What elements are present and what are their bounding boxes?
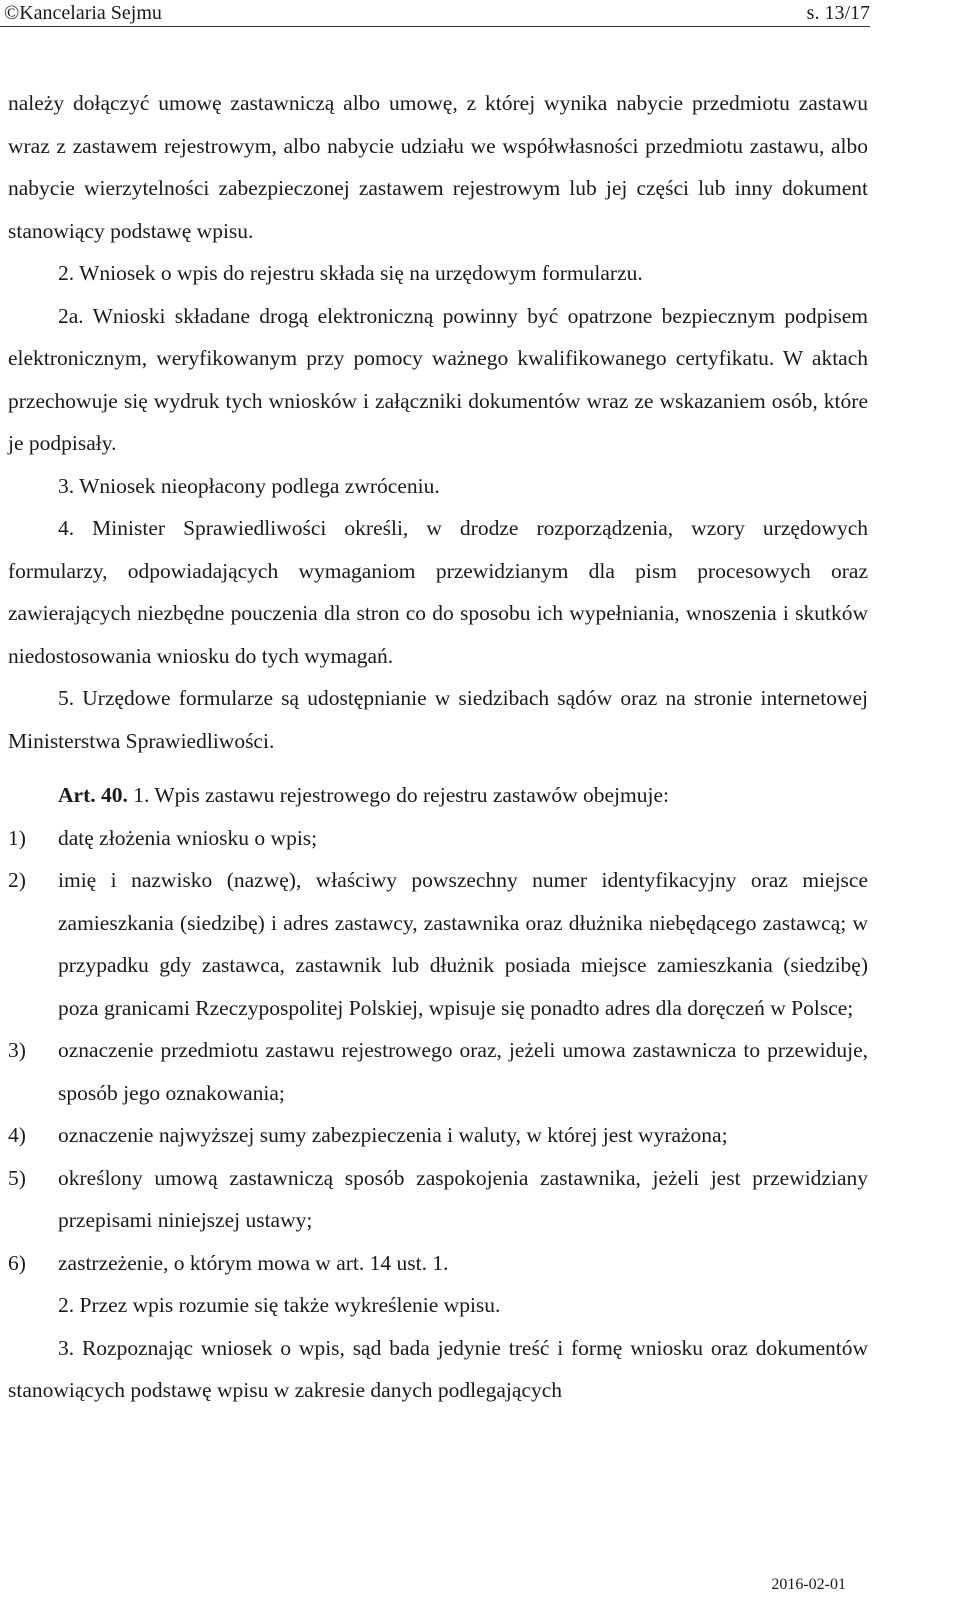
list-item (8, 859, 868, 1029)
document-body (8, 82, 868, 1412)
list-item (8, 817, 868, 860)
list-item-number: 3) (8, 1038, 26, 1062)
page-header (0, 0, 870, 28)
article-40-paragraph-3: 3. Rozpoznając wniosek o wpis, sąd bada jedynie treść i formę wniosku oraz dokumentów stanowiących podstawę wpisu w zakresie danych podlegających (8, 1335, 868, 1402)
list-item (8, 1242, 868, 1285)
article-40-intro (8, 774, 868, 817)
list-item (8, 1029, 868, 1114)
list-item-number: 6) (8, 1250, 26, 1275)
paragraph-continuation: należy dołączyć umowę zastawniczą albo umowę, z której wynika nabycie przedmiotu zastawu wraz z zastawem rejestrowym, albo nabycie udziału we współwłasności przedmiotu zastawu, albo nabycie wierzytelności zabezpieczonej zastawem rejestrowym lub jej części lub inny dokument stanowiący podstawę wpisu. (8, 91, 868, 243)
paragraph-5: 5. Urzędowe formularze są udostępnianie w siedzibach sądów oraz na stronie internetowej Ministerstwa Sprawiedliwości. (8, 686, 868, 753)
paragraph-4: 4. Minister Sprawiedliwości określi, w drodze rozporządzenia, wzory urzędowych formularzy, odpowiadających wymaganiom przewidzianym dla pism procesowych oraz zawierających niezbędne pouczenia dla stron co do sposobu ich wypełniania, wnoszenia i skutków niedostosowania wniosku do tych wymagań. (8, 516, 868, 668)
article-label: Art. 40. (58, 783, 128, 807)
list-item-number: 2) (8, 868, 26, 892)
article-40-paragraph-2: 2. Przez wpis rozumie się także wykreślenie wpisu. (58, 1293, 501, 1317)
header-copyright: ©Kancelaria Sejmu (4, 2, 162, 24)
list-item-text: oznaczenie przedmiotu zastawu rejestrowego oraz, jeżeli umowa zastawnicza to przewiduje, sposób jego oznakowania; (58, 1038, 868, 1105)
list-item-text: imię i nazwisko (nazwę), właściwy powszechny numer identyfikacyjny oraz miejsce zamieszkania (siedzibę) i adres zastawcy, zastawnika oraz dłużnika niebędącego zastawcą; w przypadku gdy zastawca, zastawnik lub dłużnik posiada miejsce zamieszkania (siedzibę) poza granicami Rzeczypospolitej Polskiej, wpisuje się ponadto adres dla doręczeń w Polsce; (58, 868, 868, 1020)
list-item (8, 1114, 868, 1157)
article-intro-text: 1. Wpis zastawu rejestrowego do rejestru zastawów obejmuje: (127, 783, 669, 807)
list-item-text: oznaczenie najwyższej sumy zabezpieczenia i waluty, w której jest wyrażona; (58, 1123, 728, 1147)
header-divider (0, 26, 870, 27)
list-item (8, 1157, 868, 1242)
paragraph-2: 2. Wniosek o wpis do rejestru składa się na urzędowym formularzu. (58, 261, 643, 285)
list-item-number: 4) (8, 1123, 26, 1147)
paragraph-3: 3. Wniosek nieopłacony podlega zwróceniu. (58, 473, 440, 498)
paragraph-2a: 2a. Wnioski składane drogą elektroniczną powinny być opatrzone bezpiecznym podpisem elektronicznym, weryfikowanym przy pomocy ważnego kwalifikowanego certyfikatu. W aktach przechowuje się wydruk tych wniosków i załączniki dokumentów wraz ze wskazaniem osób, które je podpisały. (8, 303, 868, 455)
list-item-number: 1) (8, 825, 26, 850)
list-item-number: 5) (8, 1165, 26, 1190)
list-item-text: zastrzeżenie, o którym mowa w art. 14 ust. 1. (58, 1250, 449, 1275)
header-page-number: s. 13/17 (806, 2, 870, 24)
list-item-text: określony umową zastawniczą sposób zaspokojenia zastawnika, jeżeli jest przewidziany przepisami niniejszej ustawy; (58, 1165, 868, 1232)
footer-date: 2016-02-01 (771, 1576, 846, 1593)
list-item-text: datę złożenia wniosku o wpis; (58, 825, 318, 850)
